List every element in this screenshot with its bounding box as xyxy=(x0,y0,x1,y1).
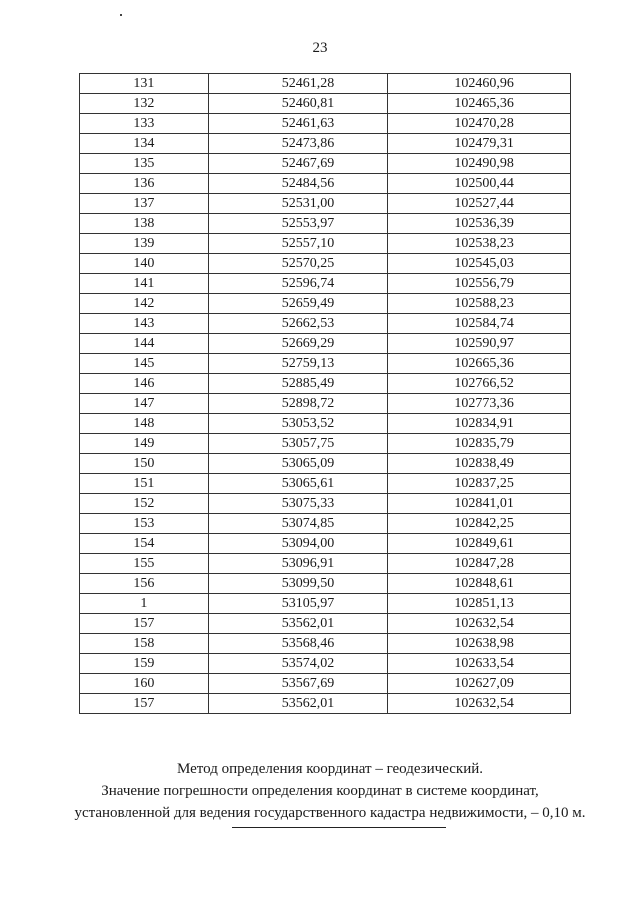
table-row xyxy=(80,394,571,414)
x-coordinate-value: 52557,10 xyxy=(281,236,335,251)
point-number-cell xyxy=(80,474,209,494)
point-number-value: 140 xyxy=(133,256,155,271)
y-coordinate-cell xyxy=(388,694,571,714)
point-number-cell xyxy=(80,314,209,334)
table-row xyxy=(80,574,571,594)
y-coordinate-cell xyxy=(388,154,571,174)
y-coordinate-value: 102588,23 xyxy=(454,296,514,311)
y-coordinate-value: 102842,25 xyxy=(454,516,514,531)
y-coordinate-cell xyxy=(388,234,571,254)
point-number-value: 135 xyxy=(133,156,155,171)
x-coordinate-cell xyxy=(208,134,388,154)
y-coordinate-value: 102834,91 xyxy=(454,416,514,431)
point-number-value: 143 xyxy=(133,316,155,331)
x-coordinate-value: 52570,25 xyxy=(281,256,335,271)
point-number-cell xyxy=(80,234,209,254)
y-coordinate-value: 102490,98 xyxy=(454,156,514,171)
y-coordinate-value: 102536,39 xyxy=(454,216,514,231)
x-coordinate-value: 53057,75 xyxy=(281,436,335,451)
y-coordinate-value: 102584,74 xyxy=(454,316,514,331)
point-number-value: 149 xyxy=(133,436,155,451)
y-coordinate-cell xyxy=(388,534,571,554)
table-row xyxy=(80,414,571,434)
x-coordinate-value: 53094,00 xyxy=(281,536,335,551)
y-coordinate-cell xyxy=(388,274,571,294)
point-number-value: 157 xyxy=(133,616,155,631)
point-number-cell xyxy=(80,654,209,674)
point-number-value: 148 xyxy=(133,416,155,431)
point-number-value: 160 xyxy=(133,676,155,691)
y-coordinate-value: 102556,79 xyxy=(454,276,514,291)
table-row xyxy=(80,494,571,514)
point-number-cell xyxy=(80,454,209,474)
x-coordinate-value: 53562,01 xyxy=(281,616,335,631)
y-coordinate-cell xyxy=(388,494,571,514)
point-number-value: 147 xyxy=(133,396,155,411)
point-number-value: 157 xyxy=(133,696,155,711)
x-coordinate-value: 53075,33 xyxy=(281,496,335,511)
point-number-cell xyxy=(80,294,209,314)
x-coordinate-value: 52461,28 xyxy=(281,76,335,91)
y-coordinate-cell xyxy=(388,434,571,454)
x-coordinate-cell xyxy=(208,414,388,434)
point-number-value: 146 xyxy=(133,376,155,391)
x-coordinate-value: 52596,74 xyxy=(281,276,335,291)
point-number-cell xyxy=(80,74,209,94)
y-coordinate-value: 102479,31 xyxy=(454,136,514,151)
table-row xyxy=(80,234,571,254)
x-coordinate-cell xyxy=(208,94,388,114)
x-coordinate-value: 52473,86 xyxy=(281,136,335,151)
y-coordinate-value: 102632,54 xyxy=(454,696,514,711)
coordinates-table xyxy=(79,73,571,714)
point-number-value: 144 xyxy=(133,336,155,351)
point-number-value: 151 xyxy=(133,476,155,491)
y-coordinate-cell xyxy=(388,594,571,614)
y-coordinate-value: 102848,61 xyxy=(454,576,514,591)
y-coordinate-cell xyxy=(388,674,571,694)
y-coordinate-value: 102632,54 xyxy=(454,616,514,631)
coordinates-table-body xyxy=(80,74,571,714)
table-row xyxy=(80,554,571,574)
point-number-cell xyxy=(80,154,209,174)
y-coordinate-cell xyxy=(388,74,571,94)
y-coordinate-value: 102470,28 xyxy=(454,116,514,131)
x-coordinate-value: 53065,09 xyxy=(281,456,335,471)
x-coordinate-cell xyxy=(208,314,388,334)
x-coordinate-value: 52531,00 xyxy=(281,196,335,211)
y-coordinate-value: 102665,36 xyxy=(454,356,514,371)
y-coordinate-cell xyxy=(388,514,571,534)
y-coordinate-cell xyxy=(388,254,571,274)
x-coordinate-cell xyxy=(208,394,388,414)
y-coordinate-value: 102849,61 xyxy=(454,536,514,551)
table-row xyxy=(80,294,571,314)
table-row xyxy=(80,594,571,614)
point-number-value: 153 xyxy=(133,516,155,531)
x-coordinate-cell xyxy=(208,334,388,354)
y-coordinate-value: 102460,96 xyxy=(454,76,514,91)
y-coordinate-value: 102590,97 xyxy=(454,336,514,351)
y-coordinate-cell xyxy=(388,414,571,434)
x-coordinate-cell xyxy=(208,554,388,574)
y-coordinate-value: 102545,03 xyxy=(454,256,514,271)
x-coordinate-cell xyxy=(208,274,388,294)
table-row xyxy=(80,454,571,474)
y-coordinate-cell xyxy=(388,294,571,314)
point-number-cell xyxy=(80,574,209,594)
y-coordinate-cell xyxy=(388,334,571,354)
y-coordinate-cell xyxy=(388,354,571,374)
table-row xyxy=(80,634,571,654)
x-coordinate-cell xyxy=(208,434,388,454)
x-coordinate-cell xyxy=(208,654,388,674)
x-coordinate-cell xyxy=(208,634,388,654)
x-coordinate-value: 52553,97 xyxy=(281,216,335,231)
y-coordinate-value: 102638,98 xyxy=(454,636,514,651)
x-coordinate-cell xyxy=(208,494,388,514)
point-number-cell xyxy=(80,414,209,434)
point-number-value: 137 xyxy=(133,196,155,211)
closing-rule xyxy=(232,827,446,828)
table-row xyxy=(80,194,571,214)
y-coordinate-cell xyxy=(388,634,571,654)
y-coordinate-value: 102847,28 xyxy=(454,556,514,571)
x-coordinate-cell xyxy=(208,254,388,274)
page-number: 23 xyxy=(312,40,328,56)
point-number-cell xyxy=(80,674,209,694)
point-number-value: 150 xyxy=(133,456,155,471)
y-coordinate-value: 102837,25 xyxy=(454,476,514,491)
table-row xyxy=(80,134,571,154)
table-row xyxy=(80,614,571,634)
y-coordinate-value: 102773,36 xyxy=(454,396,514,411)
x-coordinate-cell xyxy=(208,594,388,614)
point-number-value: 132 xyxy=(133,96,155,111)
point-number-cell xyxy=(80,214,209,234)
table-row xyxy=(80,694,571,714)
y-coordinate-cell xyxy=(388,394,571,414)
y-coordinate-value: 102527,44 xyxy=(454,196,514,211)
table-row xyxy=(80,74,571,94)
x-coordinate-cell xyxy=(208,514,388,534)
x-coordinate-cell xyxy=(208,174,388,194)
y-coordinate-cell xyxy=(388,94,571,114)
x-coordinate-cell xyxy=(208,674,388,694)
y-coordinate-cell xyxy=(388,574,571,594)
y-coordinate-value: 102500,44 xyxy=(454,176,514,191)
table-row xyxy=(80,654,571,674)
table-row xyxy=(80,534,571,554)
table-row xyxy=(80,434,571,454)
table-row xyxy=(80,254,571,274)
x-coordinate-value: 52460,81 xyxy=(281,96,335,111)
point-number-cell xyxy=(80,614,209,634)
y-coordinate-value: 102633,54 xyxy=(454,656,514,671)
point-number-cell xyxy=(80,594,209,614)
point-number-cell xyxy=(80,534,209,554)
x-coordinate-value: 53562,01 xyxy=(281,696,335,711)
x-coordinate-cell xyxy=(208,214,388,234)
x-coordinate-cell xyxy=(208,194,388,214)
point-number-cell xyxy=(80,94,209,114)
x-coordinate-cell xyxy=(208,354,388,374)
x-coordinate-value: 53074,85 xyxy=(281,516,335,531)
y-coordinate-value: 102766,52 xyxy=(454,376,514,391)
table-row xyxy=(80,514,571,534)
point-number-cell xyxy=(80,554,209,574)
y-coordinate-value: 102835,79 xyxy=(454,436,514,451)
x-coordinate-value: 52885,49 xyxy=(281,376,335,391)
y-coordinate-cell xyxy=(388,654,571,674)
point-number-value: 141 xyxy=(133,276,155,291)
point-number-value: 154 xyxy=(133,536,155,551)
x-coordinate-cell xyxy=(208,694,388,714)
x-coordinate-cell xyxy=(208,74,388,94)
point-number-cell xyxy=(80,354,209,374)
x-coordinate-value: 52467,69 xyxy=(281,156,335,171)
x-coordinate-value: 52484,56 xyxy=(281,176,335,191)
point-number-value: 156 xyxy=(133,576,155,591)
x-coordinate-value: 52759,13 xyxy=(281,356,335,371)
y-coordinate-cell xyxy=(388,374,571,394)
table-row xyxy=(80,474,571,494)
point-number-cell xyxy=(80,334,209,354)
point-number-cell xyxy=(80,394,209,414)
table-row xyxy=(80,274,571,294)
x-coordinate-cell xyxy=(208,114,388,134)
x-coordinate-value: 52461,63 xyxy=(281,116,335,131)
point-number-value: 138 xyxy=(133,216,155,231)
scan-speck xyxy=(120,14,122,16)
y-coordinate-value: 102841,01 xyxy=(454,496,514,511)
table-row xyxy=(80,374,571,394)
point-number-value: 158 xyxy=(133,636,155,651)
point-number-cell xyxy=(80,634,209,654)
table-row xyxy=(80,674,571,694)
point-number-cell xyxy=(80,374,209,394)
x-coordinate-value: 52898,72 xyxy=(281,396,335,411)
y-coordinate-value: 102838,49 xyxy=(454,456,514,471)
point-number-cell xyxy=(80,194,209,214)
x-coordinate-value: 53065,61 xyxy=(281,476,335,491)
point-number-cell xyxy=(80,694,209,714)
x-coordinate-value: 52662,53 xyxy=(281,316,335,331)
point-number-value: 1 xyxy=(140,596,148,611)
y-coordinate-value: 102851,13 xyxy=(454,596,514,611)
y-coordinate-cell xyxy=(388,134,571,154)
x-coordinate-value: 53574,02 xyxy=(281,656,335,671)
accuracy-statement-line-1: Значение погрешности определения координат в системе координат, xyxy=(101,783,539,799)
y-coordinate-cell xyxy=(388,314,571,334)
point-number-cell xyxy=(80,274,209,294)
point-number-value: 131 xyxy=(133,76,155,91)
point-number-value: 133 xyxy=(133,116,155,131)
point-number-cell xyxy=(80,254,209,274)
y-coordinate-value: 102627,09 xyxy=(454,676,514,691)
y-coordinate-cell xyxy=(388,214,571,234)
x-coordinate-cell xyxy=(208,234,388,254)
point-number-cell xyxy=(80,514,209,534)
x-coordinate-value: 53096,91 xyxy=(281,556,335,571)
x-coordinate-cell xyxy=(208,294,388,314)
x-coordinate-value: 52669,29 xyxy=(281,336,335,351)
footer-text xyxy=(0,758,640,824)
table-row xyxy=(80,214,571,234)
x-coordinate-value: 53099,50 xyxy=(281,576,335,591)
x-coordinate-cell xyxy=(208,614,388,634)
point-number-value: 134 xyxy=(133,136,155,151)
point-number-value: 139 xyxy=(133,236,155,251)
table-row xyxy=(80,94,571,114)
x-coordinate-value: 53567,69 xyxy=(281,676,335,691)
table-row xyxy=(80,354,571,374)
point-number-value: 136 xyxy=(133,176,155,191)
table-row xyxy=(80,174,571,194)
point-number-value: 145 xyxy=(133,356,155,371)
method-statement: Метод определения координат – геодезический. xyxy=(177,761,483,777)
point-number-cell xyxy=(80,494,209,514)
y-coordinate-value: 102465,36 xyxy=(454,96,514,111)
table-row xyxy=(80,154,571,174)
y-coordinate-cell xyxy=(388,174,571,194)
y-coordinate-cell xyxy=(388,114,571,134)
x-coordinate-cell xyxy=(208,154,388,174)
accuracy-statement-line-2: установленной для ведения государственного кадастра недвижимости, – 0,10 м. xyxy=(74,805,586,821)
point-number-cell xyxy=(80,114,209,134)
x-coordinate-value: 53568,46 xyxy=(281,636,335,651)
point-number-value: 159 xyxy=(133,656,155,671)
point-number-value: 155 xyxy=(133,556,155,571)
table-row xyxy=(80,114,571,134)
table-row xyxy=(80,334,571,354)
x-coordinate-cell xyxy=(208,454,388,474)
point-number-cell xyxy=(80,134,209,154)
point-number-value: 142 xyxy=(133,296,155,311)
x-coordinate-cell xyxy=(208,574,388,594)
y-coordinate-cell xyxy=(388,474,571,494)
point-number-cell xyxy=(80,174,209,194)
x-coordinate-cell xyxy=(208,474,388,494)
y-coordinate-cell xyxy=(388,614,571,634)
x-coordinate-value: 53053,52 xyxy=(281,416,335,431)
point-number-cell xyxy=(80,434,209,454)
y-coordinate-cell xyxy=(388,454,571,474)
x-coordinate-cell xyxy=(208,534,388,554)
x-coordinate-value: 53105,97 xyxy=(281,596,335,611)
y-coordinate-cell xyxy=(388,194,571,214)
y-coordinate-cell xyxy=(388,554,571,574)
y-coordinate-value: 102538,23 xyxy=(454,236,514,251)
x-coordinate-value: 52659,49 xyxy=(281,296,335,311)
table-row xyxy=(80,314,571,334)
x-coordinate-cell xyxy=(208,374,388,394)
point-number-value: 152 xyxy=(133,496,155,511)
